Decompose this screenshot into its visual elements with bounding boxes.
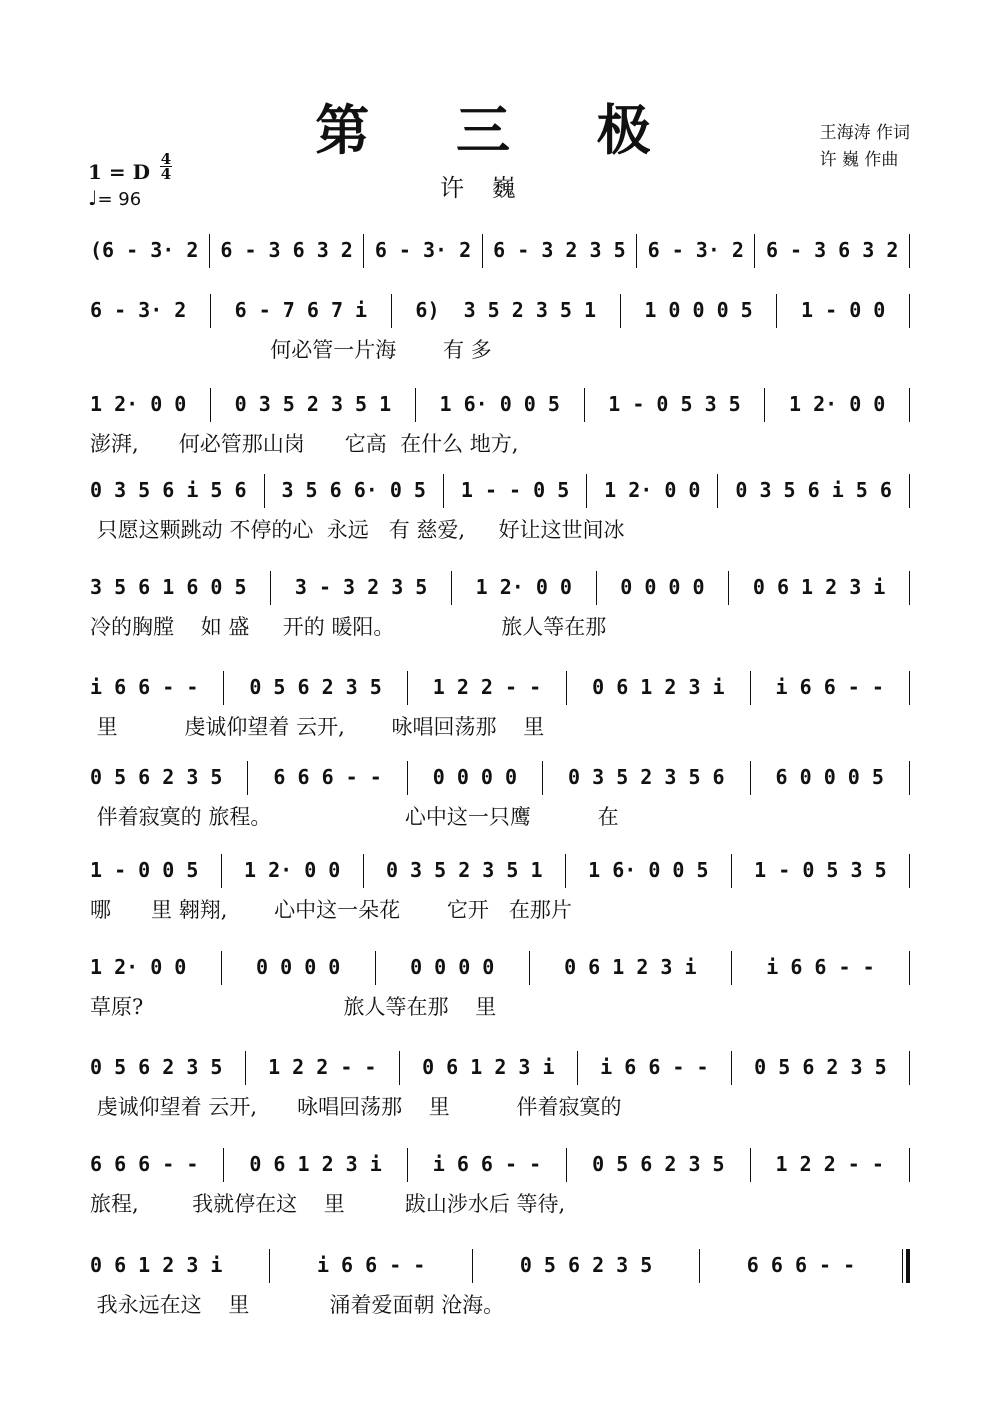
barline xyxy=(223,1148,224,1182)
barline xyxy=(210,294,211,328)
measure: 6 6 6 - - xyxy=(746,1253,856,1277)
barline xyxy=(596,571,597,605)
barline xyxy=(221,854,222,888)
measure: 1 2 2 - - xyxy=(268,1055,377,1079)
measure: 3 5 6 1 6 0 5 xyxy=(90,575,247,599)
measure: 6) 3 5 2 3 5 1 xyxy=(415,298,597,322)
measure: i 6 6 - - xyxy=(600,1055,709,1079)
measure: 6 - 7 6 7 i xyxy=(234,298,368,322)
measure: 0 3 5 6 i 5 6 xyxy=(735,478,892,502)
notes-line xyxy=(90,298,910,332)
barline xyxy=(909,951,910,985)
barline xyxy=(586,474,587,508)
measure: 6 6 6 - - xyxy=(273,765,382,789)
barline xyxy=(776,294,777,328)
measure: 0 6 1 2 3 i xyxy=(422,1055,555,1079)
measure: 6 - 3· 2 xyxy=(374,238,472,262)
lyrics-line: 我永远在这 里 涌着爱面朝 沧海。 xyxy=(90,1293,505,1317)
measure: 1 2 2 - - xyxy=(775,1152,884,1176)
measure: 0 0 0 0 xyxy=(410,955,495,979)
barline xyxy=(584,388,585,422)
measure: 0 5 6 2 3 5 xyxy=(90,1055,223,1079)
lyrics-line: 何必管一片海 有 多 xyxy=(90,338,492,362)
notes-line xyxy=(90,1055,910,1089)
barline xyxy=(731,1051,732,1085)
barline xyxy=(542,761,543,795)
barline xyxy=(731,854,732,888)
barline xyxy=(247,761,248,795)
barline xyxy=(363,234,364,268)
barline xyxy=(909,1148,910,1182)
barline xyxy=(451,571,452,605)
barline xyxy=(620,294,621,328)
page-title: 第 三 极 xyxy=(315,98,685,162)
barline xyxy=(909,761,910,795)
lyrics-line: 冷的胸膛 如 盛 开的 暖阳。 旅人等在那 xyxy=(90,615,607,639)
notes-line xyxy=(90,1253,910,1287)
measure: 1 - 0 5 3 5 xyxy=(608,392,741,416)
measure: 0 3 5 2 3 5 1 xyxy=(234,392,392,416)
barline xyxy=(407,671,408,705)
measure: 1 2 2 - - xyxy=(432,675,542,699)
composer-credit: 许 巍 作曲 xyxy=(819,150,899,170)
notes-line xyxy=(90,858,910,892)
barline xyxy=(407,1148,408,1182)
barline xyxy=(909,388,910,422)
barline xyxy=(750,761,751,795)
barline xyxy=(909,854,910,888)
barline xyxy=(909,571,910,605)
measure: 0 6 1 2 3 i xyxy=(564,955,697,979)
barline xyxy=(699,1249,700,1283)
key-signature: 1 = D xyxy=(88,160,150,184)
measure: 6 - 3 6 3 2 xyxy=(765,238,899,262)
measure: 6 0 0 0 5 xyxy=(775,765,884,789)
measure: 1 6· 0 0 5 xyxy=(439,392,560,416)
barline xyxy=(375,951,376,985)
notes-line xyxy=(90,238,910,272)
barline xyxy=(221,951,222,985)
measure: 3 5 6 6· 0 5 xyxy=(281,478,426,502)
measure: 1 2· 0 0 xyxy=(789,392,886,416)
barline xyxy=(399,1051,400,1085)
barline xyxy=(223,671,224,705)
notes-line xyxy=(90,765,910,799)
measure: 3 - 3 2 3 5 xyxy=(294,575,428,599)
notes-line xyxy=(90,392,910,426)
notes-line xyxy=(90,675,910,709)
measure: 0 3 5 2 3 5 6 xyxy=(568,765,725,789)
lyricist-credit: 王海涛 作词 xyxy=(819,123,910,143)
barline xyxy=(909,671,910,705)
barline xyxy=(415,388,416,422)
measure: 1 2· 0 0 xyxy=(90,392,187,416)
barline xyxy=(264,474,265,508)
measure: 0 6 1 2 3 i xyxy=(249,1152,382,1176)
measure: 1 - 0 0 5 xyxy=(90,858,199,882)
barline xyxy=(482,234,483,268)
lyrics-line: 只愿这颗跳动 不停的心 永远 有 慈爱, 好让这世间冰 xyxy=(90,518,625,542)
measure: 1 - - 0 5 xyxy=(460,478,570,502)
time-signature xyxy=(160,152,172,181)
barline xyxy=(472,1249,473,1283)
barline xyxy=(754,234,755,268)
barline xyxy=(717,474,718,508)
lyrics-line: 伴着寂寞的 旅程。 心中这一只鹰 在 xyxy=(90,805,619,829)
barline xyxy=(565,854,566,888)
measure: 1 6· 0 0 5 xyxy=(588,858,709,882)
barline xyxy=(529,951,530,985)
measure: 0 5 6 2 3 5 xyxy=(249,675,382,699)
lyrics-line: 草原? 旅人等在那 里 xyxy=(90,995,497,1019)
measure: 1 2· 0 0 xyxy=(604,478,701,502)
barline xyxy=(210,388,211,422)
measure: 0 5 6 2 3 5 xyxy=(90,765,223,789)
barline xyxy=(209,234,210,268)
notes-line xyxy=(90,1152,910,1186)
barline xyxy=(566,1148,567,1182)
barline xyxy=(731,951,732,985)
measure: i 6 6 - - xyxy=(316,1253,426,1277)
barline xyxy=(750,1148,751,1182)
barline xyxy=(764,388,765,422)
barline xyxy=(245,1051,246,1085)
lyrics-line: 里 虔诚仰望着 云开, 咏唱回荡那 里 xyxy=(90,715,545,739)
measure: 0 3 5 6 i 5 6 xyxy=(90,478,247,502)
lyrics-line: 虔诚仰望着 云开, 咏唱回荡那 里 伴着寂寞的 xyxy=(90,1095,622,1119)
measure: 0 0 0 0 xyxy=(620,575,705,599)
measure: 0 3 5 2 3 5 1 xyxy=(385,858,543,882)
measure: 0 0 0 0 xyxy=(256,955,341,979)
measure: 0 5 6 2 3 5 xyxy=(754,1055,887,1079)
barline xyxy=(363,854,364,888)
lyrics-line: 哪 里 翱翔, 心中这一朵花 它开 在那片 xyxy=(90,898,572,922)
barline xyxy=(566,671,567,705)
barline xyxy=(577,1051,578,1085)
barline xyxy=(636,234,637,268)
barline xyxy=(443,474,444,508)
quarter-note-icon: ♩ xyxy=(88,186,98,210)
measure: 0 5 6 2 3 5 xyxy=(519,1253,653,1277)
meter-top: 4 xyxy=(160,150,172,168)
measure: i 6 6 - - xyxy=(432,1152,542,1176)
lyrics-line: 澎湃, 何必管那山岗 它高 在什么 地方, xyxy=(90,432,519,456)
lyrics-line: 旅程, 我就停在这 里 跋山涉水后 等待, xyxy=(90,1192,566,1216)
notes-line xyxy=(90,955,910,989)
barline xyxy=(909,234,910,268)
credits xyxy=(820,120,910,174)
measure: 6 6 6 - - xyxy=(90,1152,199,1176)
author-name: 许 巍 xyxy=(440,174,526,202)
tempo-marking xyxy=(88,186,141,210)
measure: 1 2· 0 0 xyxy=(244,858,341,882)
measure: i 6 6 - - xyxy=(775,675,884,699)
measure: 0 6 1 2 3 i xyxy=(90,1253,223,1277)
notes-line xyxy=(90,478,910,512)
barline xyxy=(269,1249,270,1283)
measure: 1 - 0 5 3 5 xyxy=(754,858,887,882)
measure: 0 6 1 2 3 i xyxy=(592,675,725,699)
notes-line xyxy=(90,575,910,609)
tempo-value: = 96 xyxy=(97,189,142,210)
barline xyxy=(391,294,392,328)
measure: 1 - 0 0 xyxy=(801,298,886,322)
measure: 6 - 3· 2 xyxy=(647,238,744,262)
barline xyxy=(909,1051,910,1085)
barline xyxy=(270,571,271,605)
barline xyxy=(407,761,408,795)
barline xyxy=(909,294,910,328)
meter-bottom: 4 xyxy=(160,165,172,183)
measure: i 6 6 - - xyxy=(766,955,875,979)
measure: 1 2· 0 0 xyxy=(475,575,572,599)
measure: 6 - 3 2 3 5 xyxy=(493,238,626,262)
measure: 6 - 3· 2 xyxy=(90,298,187,322)
measure: 0 6 1 2 3 i xyxy=(752,575,886,599)
barline xyxy=(909,474,910,508)
measure: (6 - 3· 2 xyxy=(90,238,199,262)
measure: 1 2· 0 0 xyxy=(90,955,187,979)
measure: 0 5 6 2 3 5 xyxy=(592,1152,725,1176)
measure: 1 0 0 0 5 xyxy=(644,298,753,322)
final-barline xyxy=(902,1249,910,1283)
measure: i 6 6 - - xyxy=(90,675,199,699)
measure: 0 0 0 0 xyxy=(432,765,518,789)
barline xyxy=(728,571,729,605)
measure: 6 - 3 6 3 2 xyxy=(220,238,353,262)
barline xyxy=(750,671,751,705)
